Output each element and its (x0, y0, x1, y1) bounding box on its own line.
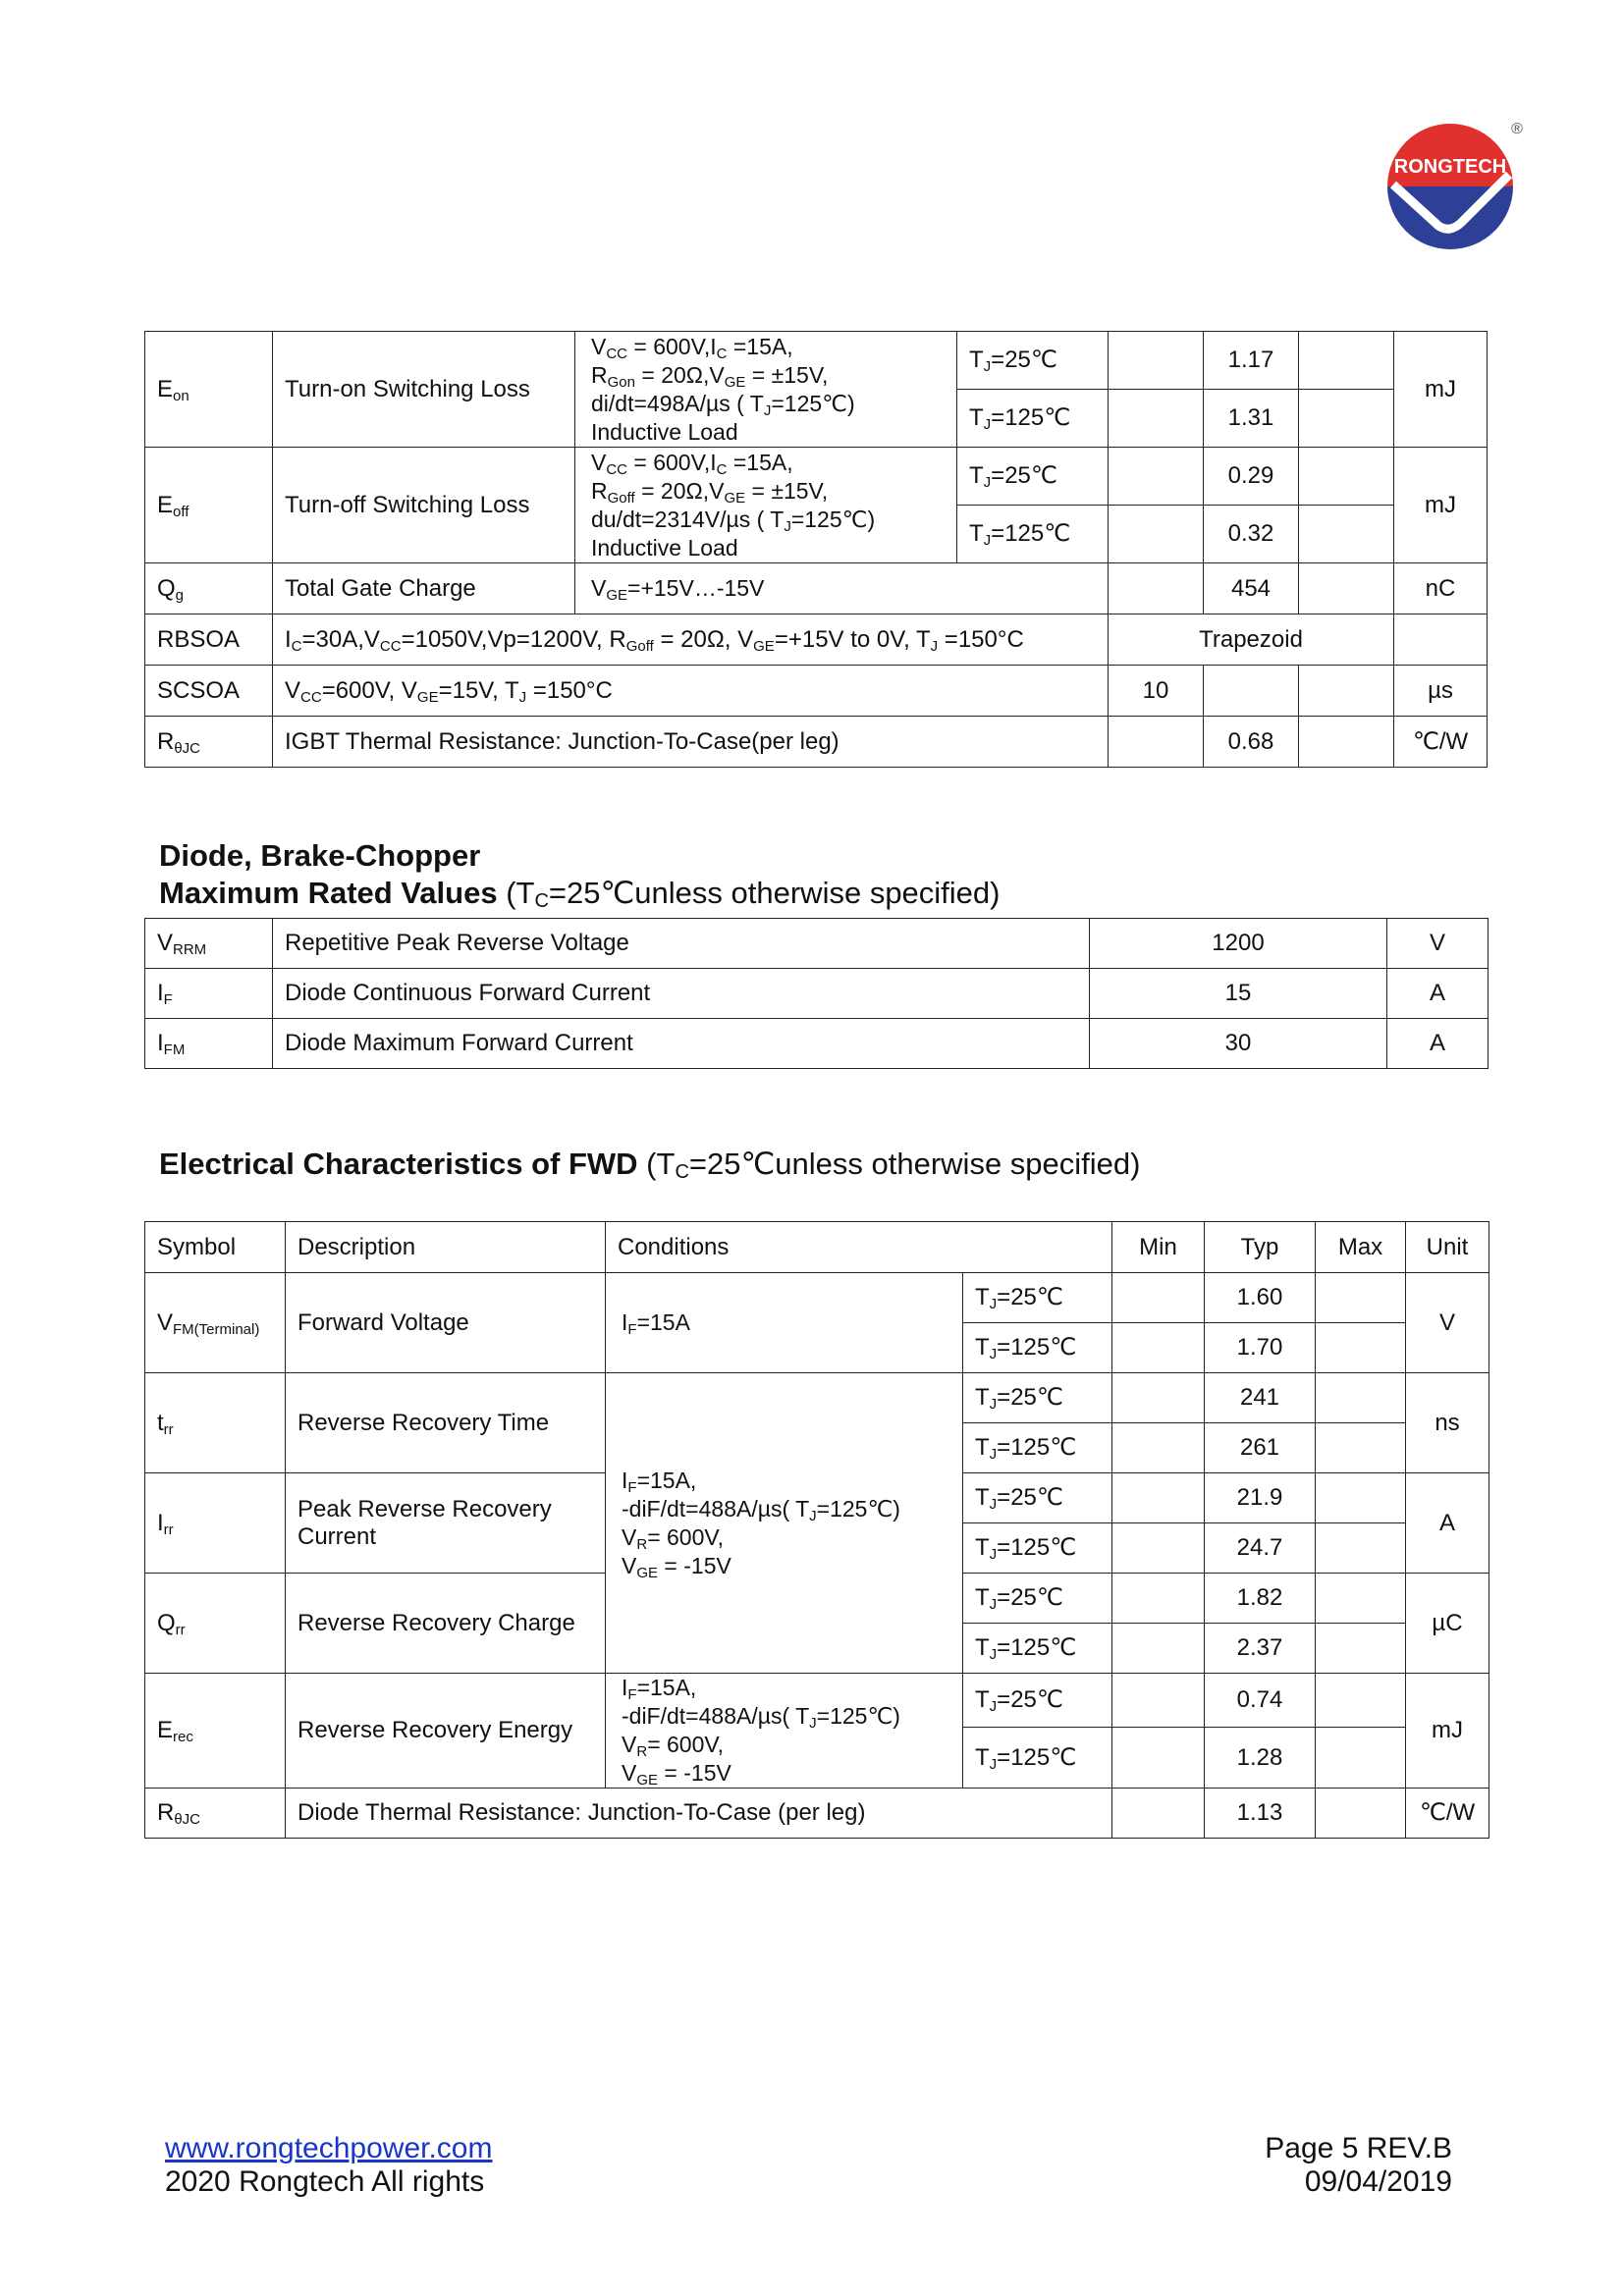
typ-cell: 1.60 (1205, 1273, 1316, 1323)
max-cell (1299, 332, 1394, 390)
typ-cell: 1.31 (1204, 390, 1299, 448)
table-row (145, 1789, 1489, 1839)
max-cell (1299, 390, 1394, 448)
unit-cell: µs (1394, 666, 1488, 717)
section-title: Diode, Brake-Chopper Maximum Rated Values ($T_C=25℃unless$ otherwise specified) (159, 838, 1001, 912)
max-cell (1316, 1574, 1406, 1624)
temperature-cell: $T_J=25℃$ (963, 1373, 1112, 1423)
header-min: Min (1112, 1222, 1205, 1273)
registered-mark: ® (1511, 121, 1523, 137)
max-cell (1316, 1373, 1406, 1423)
temperature-cell: $T_J=125℃$ (963, 1323, 1112, 1373)
symbol-cell: SCSOA (145, 666, 273, 717)
temperature-cell: $T_J=25℃$ (963, 1574, 1112, 1624)
temperature-cell: $T_J=25℃$ (957, 448, 1109, 506)
description-cell: Forward Voltage (286, 1273, 606, 1373)
brand-name: RONGTECH (1393, 156, 1507, 178)
symbol-cell: $I_{FM}$ (145, 1019, 273, 1069)
igbt-characteristics-table (144, 331, 1488, 768)
symbol-cell: $R_{\theta JC}$ (145, 717, 273, 768)
description-cell: Turn-off Switching Loss (273, 448, 575, 563)
unit-cell: mJ (1394, 332, 1488, 448)
symbol-cell: $I_{rr}$ (145, 1473, 286, 1574)
table-row (145, 614, 1488, 666)
typ-cell: 1.82 (1205, 1574, 1316, 1624)
temperature-cell: $T_J=25℃$ (963, 1674, 1112, 1728)
value-cell: Trapezoid (1109, 614, 1394, 666)
unit-cell: mJ (1406, 1674, 1489, 1789)
footer-left (165, 2132, 493, 2199)
max-cell (1316, 1728, 1406, 1789)
typ-cell: 21.9 (1205, 1473, 1316, 1523)
typ-cell: 1.28 (1205, 1728, 1316, 1789)
description-cell: Reverse Recovery Energy (286, 1674, 606, 1789)
symbol-cell: $Q_{rr}$ (145, 1574, 286, 1674)
description-cell: Diode Thermal Resistance: Junction-To-Case (per leg) (286, 1789, 1112, 1839)
unit-cell: A (1387, 969, 1489, 1019)
min-cell: 10 (1109, 666, 1204, 717)
description-cell: Total Gate Charge (273, 563, 575, 614)
min-cell (1109, 390, 1204, 448)
max-cell (1316, 1323, 1406, 1373)
description-cell: IGBT Thermal Resistance: Junction-To-Case(per leg) (273, 717, 1109, 768)
header-unit: Unit (1406, 1222, 1489, 1273)
table-row (145, 969, 1489, 1019)
min-cell (1112, 1423, 1205, 1473)
description-cell: Repetitive Peak Reverse Voltage (273, 919, 1090, 969)
header-row (145, 1222, 1489, 1273)
conditions-cell: $I_F=15A$, -diF/dt=488A/µs( $T_J=125℃$) $V_R= 600V$, $V_{GE} = -15V$ (606, 1373, 963, 1674)
max-cell (1316, 1789, 1406, 1839)
min-cell (1112, 1473, 1205, 1523)
value-cell: 30 (1090, 1019, 1387, 1069)
website-link[interactable]: www.rongtechpower.com (165, 2132, 493, 2164)
header-max: Max (1316, 1222, 1406, 1273)
description-cell: Peak Reverse Recovery Current (286, 1473, 606, 1574)
description-cell: Diode Maximum Forward Current (273, 1019, 1090, 1069)
typ-cell: 0.68 (1204, 717, 1299, 768)
min-cell (1112, 1523, 1205, 1574)
unit-cell: ℃/W (1406, 1789, 1489, 1839)
table-row (145, 448, 1488, 506)
typ-cell: 0.29 (1204, 448, 1299, 506)
symbol-cell: $E_{rec}$ (145, 1674, 286, 1789)
table-row (145, 666, 1488, 717)
header-description: Description (286, 1222, 606, 1273)
conditions-cell: $V_{GE}=+15V\dots-15V$ (575, 563, 1109, 614)
table-row (145, 1019, 1489, 1069)
min-cell (1109, 563, 1204, 614)
min-cell (1112, 1273, 1205, 1323)
symbol-cell: $t_{rr}$ (145, 1373, 286, 1473)
value-cell: 15 (1090, 969, 1387, 1019)
temperature-cell: $T_J=125℃$ (963, 1423, 1112, 1473)
description-cell: Reverse Recovery Time (286, 1373, 606, 1473)
unit-cell: mJ (1394, 448, 1488, 563)
symbol-cell: $V_{FM(Terminal)}$ (145, 1273, 286, 1373)
max-cell (1316, 1423, 1406, 1473)
table-row (145, 1674, 1489, 1728)
min-cell (1112, 1624, 1205, 1674)
max-cell (1299, 717, 1394, 768)
conditions-cell: $V_{CC}=600V$, $V_{GE}=15V$, $T_J =150^\circ C$ (273, 666, 1109, 717)
unit-cell (1394, 614, 1488, 666)
unit-cell: ℃/W (1394, 717, 1488, 768)
min-cell (1109, 448, 1204, 506)
header-conditions: Conditions (606, 1222, 1112, 1273)
temperature-cell: $T_J=125℃$ (957, 506, 1109, 563)
typ-cell: 2.37 (1205, 1624, 1316, 1674)
max-cell (1299, 506, 1394, 563)
symbol-cell: $E_{off}$ (145, 448, 273, 563)
temperature-cell: $T_J=125℃$ (957, 390, 1109, 448)
typ-cell: 261 (1205, 1423, 1316, 1473)
typ-cell (1204, 666, 1299, 717)
min-cell (1112, 1674, 1205, 1728)
symbol-cell: RBSOA (145, 614, 273, 666)
unit-cell: ns (1406, 1373, 1489, 1473)
max-cell (1316, 1473, 1406, 1523)
temperature-cell: $T_J=25℃$ (957, 332, 1109, 390)
symbol-cell: $E_{on}$ (145, 332, 273, 448)
temperature-cell: $T_J=25℃$ (963, 1273, 1112, 1323)
temperature-cell: $T_J=125℃$ (963, 1728, 1112, 1789)
unit-cell: A (1387, 1019, 1489, 1069)
revision-date: 09/04/2019 (1304, 2165, 1452, 2198)
typ-cell: 454 (1204, 563, 1299, 614)
min-cell (1112, 1323, 1205, 1373)
max-cell (1299, 666, 1394, 717)
max-cell (1316, 1273, 1406, 1323)
conditions-cell: $I_F=15A$, -diF/dt=488A/µs( $T_J=125℃$) $V_R= 600V$, $V_{GE} = -15V$ (606, 1674, 963, 1789)
copyright-text: 2020 Rongtech All rights (165, 2165, 485, 2198)
value-cell: 1200 (1090, 919, 1387, 969)
table-row (145, 563, 1488, 614)
typ-cell: 241 (1205, 1373, 1316, 1423)
typ-cell: 0.32 (1204, 506, 1299, 563)
min-cell (1109, 717, 1204, 768)
temperature-cell: $T_J=25℃$ (963, 1473, 1112, 1523)
conditions-cell: $V_{CC} = 600V,I_C =15A$, $R_{Goff} = 20\Omega,V_{GE} = \pm 15V$, du/dt=2314V/µs ( $T_J=125℃$) Inductive Load (575, 448, 957, 563)
unit-cell: V (1406, 1273, 1489, 1373)
page-number: Page 5 REV.B (1265, 2132, 1452, 2164)
section-title: Electrical Characteristics of FWD ($T_C=25℃unless$ otherwise specified) (159, 1147, 1141, 1183)
typ-cell: 1.13 (1205, 1789, 1316, 1839)
unit-cell: nC (1394, 563, 1488, 614)
rongtech-logo (1380, 116, 1527, 253)
table-row (145, 919, 1489, 969)
description-cell: Diode Continuous Forward Current (273, 969, 1090, 1019)
min-cell (1112, 1574, 1205, 1624)
conditions-cell: $V_{CC} = 600V,I_C =15A$, $R_{Gon} = 20\Omega,V_{GE} = \pm 15V$, di/dt=498A/µs ( $T_J=125℃$) Inductive Load (575, 332, 957, 448)
table-row (145, 717, 1488, 768)
header-symbol: Symbol (145, 1222, 286, 1273)
typ-cell: 1.70 (1205, 1323, 1316, 1373)
header-typ: Typ (1205, 1222, 1316, 1273)
unit-cell: V (1387, 919, 1489, 969)
diode-max-rated-table (144, 918, 1489, 1069)
min-cell (1112, 1728, 1205, 1789)
min-cell (1109, 332, 1204, 390)
max-cell (1316, 1674, 1406, 1728)
symbol-cell: $I_F$ (145, 969, 273, 1019)
max-cell (1316, 1523, 1406, 1574)
min-cell (1112, 1373, 1205, 1423)
table-row (145, 1273, 1489, 1323)
max-cell (1316, 1624, 1406, 1674)
typ-cell: 24.7 (1205, 1523, 1316, 1574)
conditions-cell: $I_F=15A$ (606, 1273, 963, 1373)
max-cell (1299, 563, 1394, 614)
unit-cell: A (1406, 1473, 1489, 1574)
table-row (145, 1373, 1489, 1423)
symbol-cell: $V_{RRM}$ (145, 919, 273, 969)
table-row (145, 332, 1488, 390)
min-cell (1109, 506, 1204, 563)
temperature-cell: $T_J=125℃$ (963, 1523, 1112, 1574)
min-cell (1112, 1789, 1205, 1839)
temperature-cell: $T_J=125℃$ (963, 1624, 1112, 1674)
unit-cell: µC (1406, 1574, 1489, 1674)
typ-cell: 1.17 (1204, 332, 1299, 390)
symbol-cell: $R_{\theta JC}$ (145, 1789, 286, 1839)
description-cell: Reverse Recovery Charge (286, 1574, 606, 1674)
max-cell (1299, 448, 1394, 506)
footer-right (1265, 2132, 1452, 2199)
fwd-characteristics-table (144, 1221, 1489, 1839)
typ-cell: 0.74 (1205, 1674, 1316, 1728)
description-cell: Turn-on Switching Loss (273, 332, 575, 448)
symbol-cell: $Q_g$ (145, 563, 273, 614)
conditions-cell: $I_C=30A,V_{CC}=1050V,Vp=1200V$, $R_{Goff} = 20\Omega$, $V_{GE}=+15V$ to 0V, $T_J =150^\circ C$ (273, 614, 1109, 666)
